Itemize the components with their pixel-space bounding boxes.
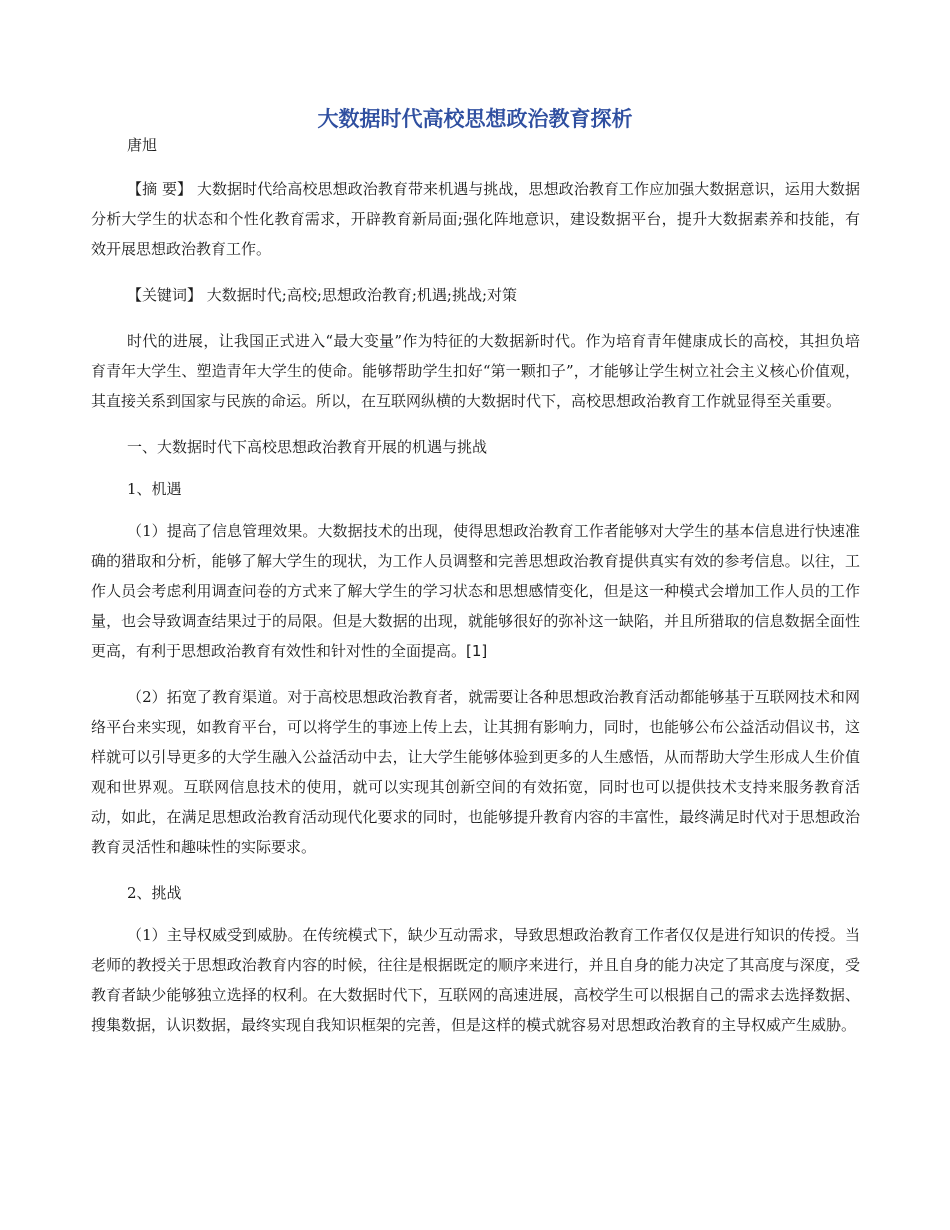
paragraph-opportunity-1 — [91, 516, 860, 666]
abstract: 【摘 要】 大数据时代给高校思想政治教育带来机遇与挑战，思想政治教育工作应加强大数据意识，运用大数据分析大学生的状态和个性化教育需求，开辟教育新局面;强化阵地意识，建设数据平台，提升大数据素养和技能，有效开展思想政治教育工作。 — [91, 180, 860, 258]
paragraph-challenge-1: （1）主导权威受到威胁。在传统模式下，缺少互动需求，导致思想政治教育工作者仅仅是进行知识的传授。当老师的教授关于思想政治教育内容的时候，往往是根据既定的顺序来进行，并且自身的能力决定了其高度与深度，受教育者缺少能够独立选择的权利。在大数据时代下，互联网的高速进展，高校学生可以根据自己的需求去选择数据、搜集数据，认识数据，最终实现自我知识框架的完善，但是这样的模式就容易对思想政治教育的主导权威产生威胁。 — [91, 926, 860, 1034]
subsection-heading-opportunity: 1、机遇 — [127, 480, 182, 498]
keywords: 【关键词】 大数据时代;高校;思想政治教育;机遇;挑战;对策 — [127, 286, 518, 304]
paragraph-text: （1）提高了信息管理效果。大数据技术的出现，使得思想政治教育工作者能够对大学生的基本信息进行快速准确的猎取和分析，能够了解大学生的现状，为工作人员调整和完善思想政治教育提供真实有效的参考信息。以往，工作人员会考虑利用调查问卷的方式来了解大学生的学习状态和思想感情变化，但是这一种模式会增加工作人员的工作量，也会导致调查结果过于的局限。但是大数据的出现，就能够很好的弥补这一缺陷，并且所猎取的信息数据全面性更高，有利于思想政治教育有效性和针对性的全面提高。 — [91, 522, 860, 660]
subsection-heading-challenge: 2、挑战 — [127, 884, 182, 902]
author-name: 唐旭 — [127, 136, 158, 154]
intro-paragraph: 时代的进展，让我国正式进入“最大变量”作为特征的大数据新时代。作为培育青年健康成长的高校，其担负培育青年大学生、塑造青年大学生的使命。能够帮助学生扣好“第一颗扣子”，才能够让学生树立社会主义核心价值观，其直接关系到国家与民族的命运。所以，在互联网纵横的大数据时代下，高校思想政治教育工作就显得至关重要。 — [91, 332, 860, 410]
section-heading-1: 一、大数据时代下高校思想政治教育开展的机遇与挑战 — [127, 438, 488, 456]
paper-body — [91, 174, 860, 1056]
citation-ref: [1] — [466, 642, 488, 660]
paragraph-opportunity-2: （2）拓宽了教育渠道。对于高校思想政治教育者，就需要让各种思想政治教育活动都能够基于互联网技术和网络平台来实现，如教育平台，可以将学生的事迹上传上去，让其拥有影响力，同时，也能够公布公益活动倡议书，这样就可以引导更多的大学生融入公益活动中去，让大学生能够体验到更多的人生感悟，从而帮助大学生形成人生价值观和世界观。互联网信息技术的使用，就可以实现其创新空间的有效拓宽，同时也可以提供技术支持来服务教育活动，如此，在满足思想政治教育活动现代化要求的同时，也能够提升教育内容的丰富性，最终满足时代对于思想政治教育灵活性和趣味性的实际要求。 — [91, 688, 860, 856]
paper-title: 大数据时代高校思想政治教育探析 — [317, 107, 633, 131]
